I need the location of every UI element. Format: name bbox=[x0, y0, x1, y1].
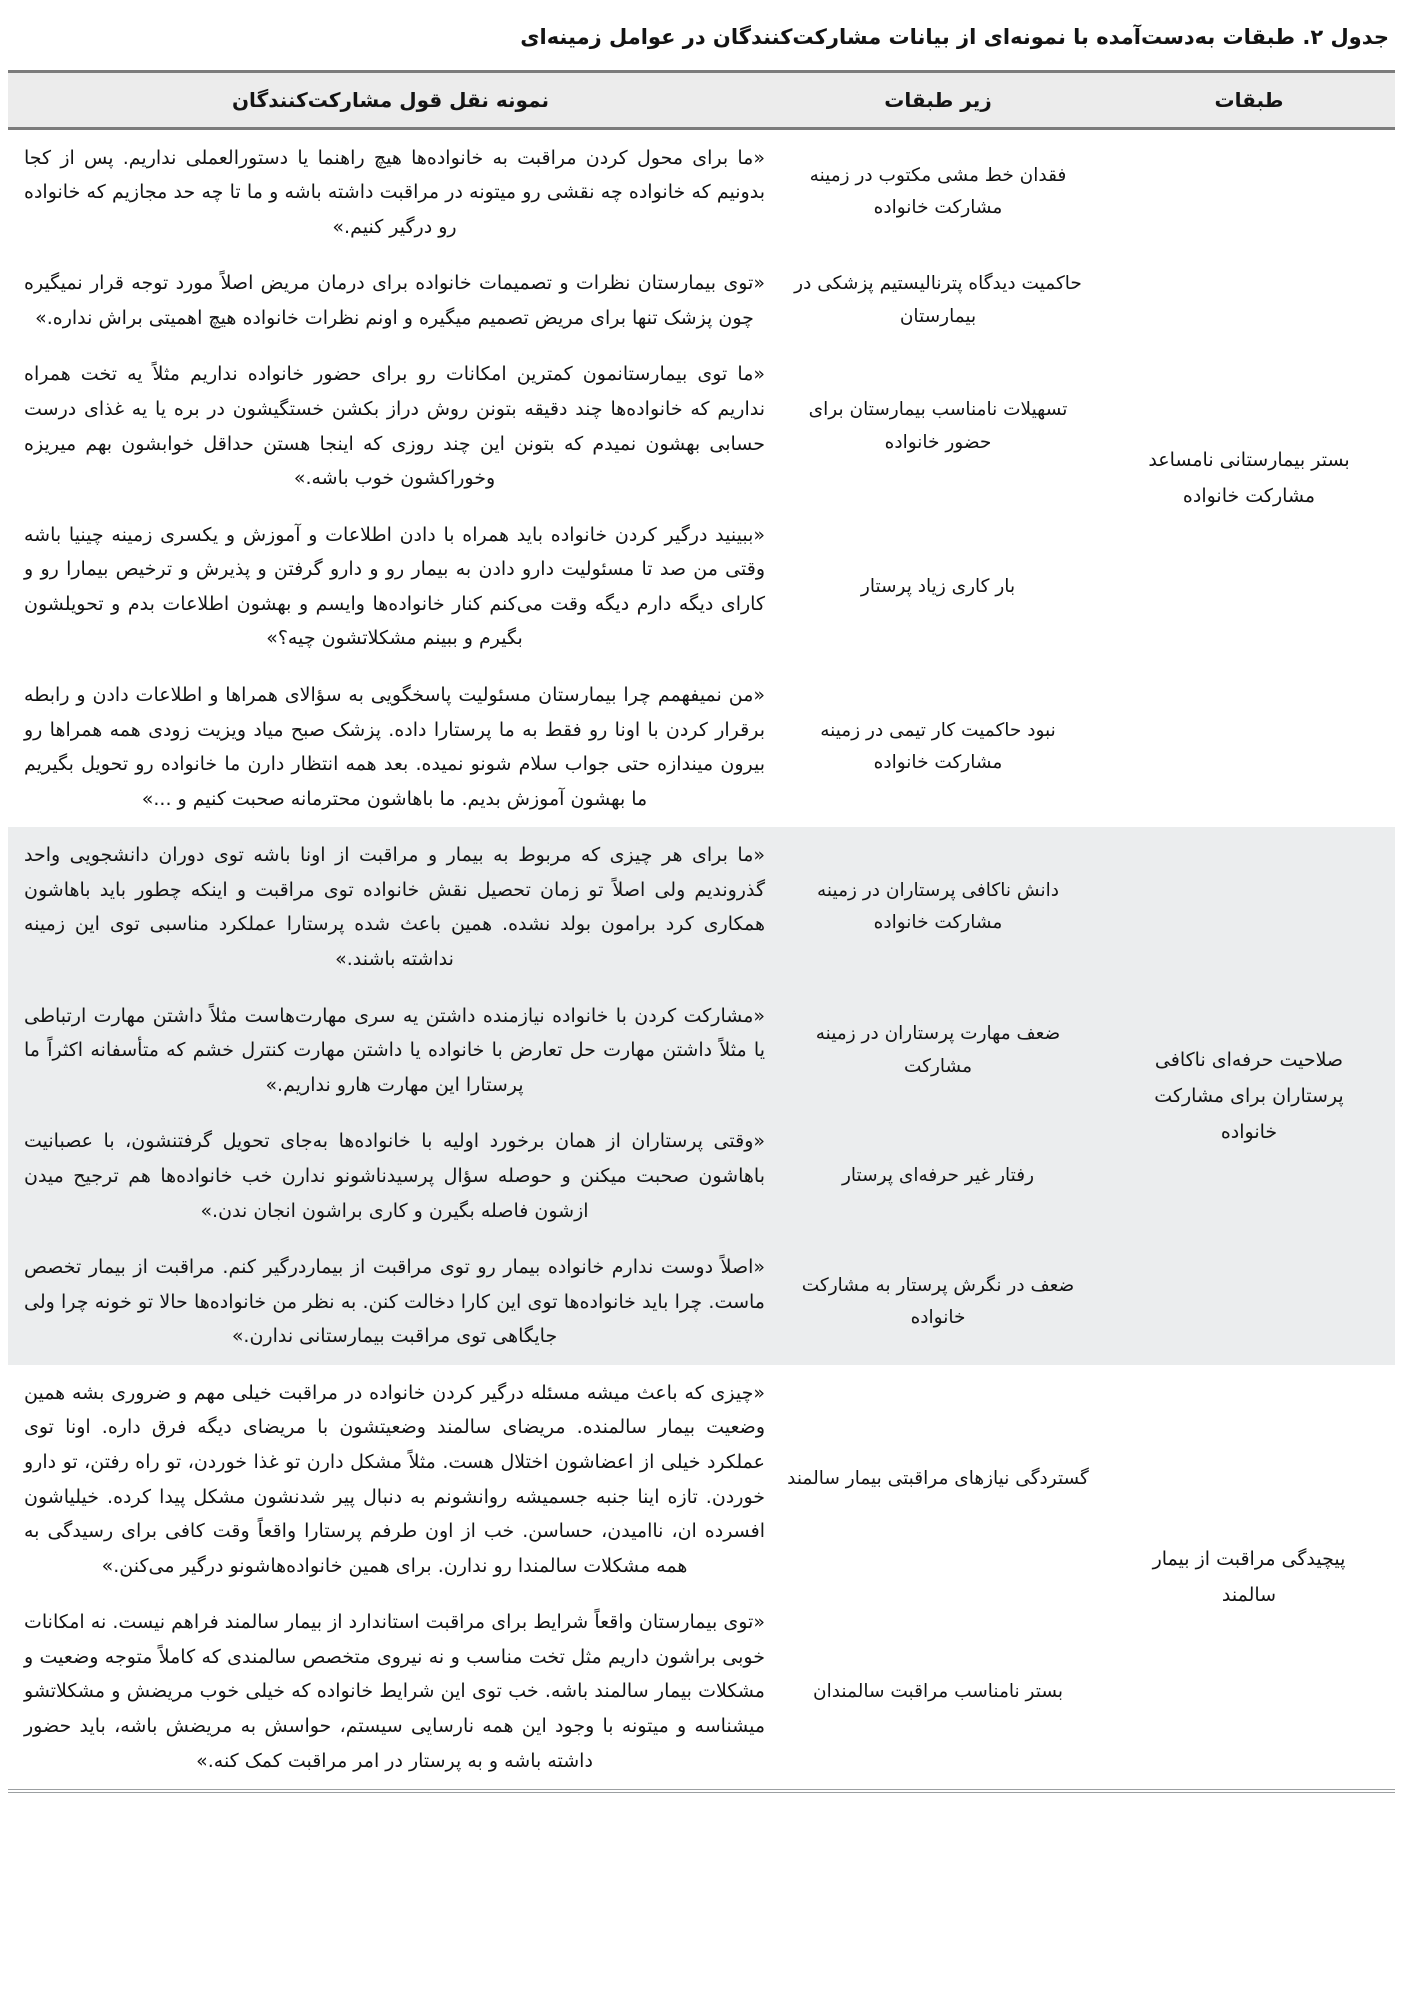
subcategory-cell: ضعف در نگرش پرستار به مشارکت خانواده bbox=[801, 1274, 1075, 1328]
quote-cell: «وقتی پرستاران از همان برخورد اولیه با خانواده‌ها به‌جای تحویل گرفتنشون، با عصبانیت باهاشون صحبت میکنن و حوصله سؤال پرسیدناشونو ندارن خب خانواده‌ها هم ترجیح میدن ازشون فاصله بگیرن و کاری براشون انجان ندن.» bbox=[24, 1130, 765, 1222]
category-group bbox=[8, 827, 1395, 1365]
table-row bbox=[8, 130, 1103, 256]
table-header-row bbox=[8, 73, 1395, 130]
table-row bbox=[8, 667, 1103, 827]
table-row bbox=[8, 1239, 1103, 1365]
subcategory-cell: ضعف مهارت پرستاران در زمینه مشارکت bbox=[815, 1023, 1061, 1077]
table-2 bbox=[8, 70, 1395, 1794]
quote-cell: «ببینید درگیر کردن خانواده باید همراه با دادن اطلاعات و آموزش و یکسری زمینه چینیا باشه وقتی من صد تا مسئولیت دارو دادن به بیمار رو و دارو گرفتن و پذیرش و ترخیص بیمارا رو و کارای دیگه دارم دیگه وقت می‌کنم کنار خانواده‌ها وایسم و بهشون اطلاعات بدم و تحویلشون بگیرم و ببینم مشکلاتشون چیه؟» bbox=[24, 523, 765, 650]
table-row bbox=[8, 1594, 1103, 1789]
quote-cell: «ما برای محول کردن مراقبت به خانواده‌ها هیچ راهنما یا دستورالعملی نداریم. پس از کجا بدونیم که خانواده چه نقشی رو میتونه در مراقبت داشته باشه و ما تا چه حد مجازیم که خانواده رو درگیر کنیم.» bbox=[24, 146, 765, 238]
subcategory-cell: دانش ناکافی پرستاران در زمینه مشارکت خانواده bbox=[817, 880, 1059, 934]
quote-cell: «اصلاً دوست ندارم خانواده بیمار رو توی مراقبت از بیماردرگیر کنم. مراقبت از بیمار تخصص ماست. چرا باید خانواده‌ها توی این کارا دخالت کنن. به نظر من خانواده‌ها حالا تو خونه چرا ولی جایگاهی توی مراقبت بیمارستانی ندارن.» bbox=[24, 1256, 765, 1348]
table-row bbox=[8, 827, 1103, 987]
group-rows bbox=[8, 1365, 1103, 1789]
quote-cell: «توی بیمارستان واقعاً شرایط برای مراقبت استاندارد از بیمار سالمند فراهم نیست. نه امکانات خوبی براشون داریم مثل تخت مناسب و نه نیروی متخصص سالمندی که کاملاً متوجه وضعیت و مشکلات بیمار سالمند باشه. خب توی این شرایط خانواده که خیلی خوب مریضش و مشکلاتشو میشناسه و میتونه با وجود این همه نارسایی سیستم، حواسش به مریضش باشه، باید حضور داشته باشه و به پرستار در امر مراقبت کمک کنه.» bbox=[24, 1611, 765, 1772]
subcategory-cell: بار کاری زیاد پرستار bbox=[860, 575, 1016, 597]
category-group bbox=[8, 1365, 1395, 1789]
table-row bbox=[8, 1365, 1103, 1594]
table-caption: جدول ۲. طبقات به‌دست‌آمده با نمونه‌ای از بیانات مشارکت‌کنندگان در عوامل زمینه‌ای bbox=[520, 25, 1389, 49]
header-categories: طبقات bbox=[1214, 87, 1284, 112]
category-cell: پیچیدگی مراقبت از بیمار سالمند bbox=[1152, 1547, 1346, 1607]
table-row bbox=[8, 255, 1103, 346]
quote-cell: «مشارکت کردن با خانواده نیازمنده داشتن یه سری مهارت‌هاست مثلاً داشتن مهارت ارتباطی یا مثلاً داشتن مهارت حل تعارض با خانواده یا داشتن مهارت کنترل خشم که متأسفانه اکثراً ما پرستارا این مهارت هارو نداریم.» bbox=[24, 1004, 765, 1096]
quote-cell: «چیزی که باعث میشه مسئله درگیر کردن خانواده در مراقبت خیلی مهم و ضروری بشه همین وضعیت بیمار سالمنده. مریضای سالمند وضعیتشون با مریضای دیگه فرق داره. اونا توی عملکرد خیلی از اعضاشون اختلال هست. مثلاً مشکل دارن تو غذا خوردن، تو راه رفتن، تو دارو خوردن. تازه اینا جنبه جسمیشه روانشونم به دنبال پیر شدنشون مشکل پیدا کرده. خیلیاشون افسرده ان، ناامیدن، حساسن. خب از اون طرفم پرستارا واقعاً وقت کافی برای رسیدگی به همه مشکلات سالمندا رو ندارن. برای همین خانواده‌هاشونو درگیر می‌کنن.» bbox=[24, 1381, 765, 1577]
category-cell: صلاحیت حرفه‌ای ناکافی پرستاران برای مشارکت خانواده bbox=[1154, 1048, 1344, 1144]
subcategory-cell: نبود حاکمیت کار تیمی در زمینه مشارکت خانواده bbox=[820, 719, 1056, 774]
subcategory-cell: تسهیلات نامناسب بیمارستان برای حضور خانواده bbox=[808, 399, 1068, 453]
table-body bbox=[8, 130, 1395, 1790]
header-subcategories: زیر طبقات bbox=[884, 87, 992, 112]
header-quotes: نمونه نقل قول مشارکت‌کنندگان bbox=[231, 87, 549, 112]
subcategory-cell: رفتار غیر حرفه‌ای پرستار bbox=[841, 1165, 1035, 1187]
subcategory-cell: حاکمیت دیدگاه پترنالیستیم پزشکی در بیمارستان bbox=[794, 273, 1082, 327]
subcategory-cell: فقدان خط مشی مکتوب در زمینه مشارکت خانواده bbox=[809, 164, 1067, 219]
quote-cell: «توی بیمارستان نظرات و تصمیمات خانواده برای درمان مریض اصلاً مورد توجه قرار نمیگیره چون پزشک تنها برای مریض تصمیم میگیره و اونم نظرات خانواده هیچ اهمیتی براش نداره.» bbox=[24, 272, 765, 329]
table-row bbox=[8, 346, 1103, 506]
quote-cell: «من نمیفهمم چرا بیمارستان مسئولیت پاسخگویی به سؤالای همراها و اطلاعات دادن و رابطه برقرار کردن با اونا رو فقط به ما پرستارا داده. پزشک صبح میاد ویزیت زودی همه همراها رو بیرون میندازه حتی جواب سلام شونو نمیده. بعد همه انتظار دارن ما خانواده رو تحویل بگیریم ما بهشون آموزش بدیم. ما باهاشون محترمانه صحبت کنیم و ...» bbox=[24, 684, 765, 810]
subcategory-cell: بستر نامناسب مراقبت سالمندان bbox=[813, 1680, 1064, 1702]
table-row bbox=[8, 1113, 1103, 1239]
table-row bbox=[8, 988, 1103, 1114]
category-cell: بستر بیمارستانی نامساعد مشارکت خانواده bbox=[1148, 449, 1350, 508]
table-row bbox=[8, 507, 1103, 667]
subcategory-cell: گستردگی نیازهای مراقبتی بیمار سالمند bbox=[787, 1468, 1089, 1490]
quote-cell: «ما برای هر چیزی که مربوط به بیمار و مراقبت از اونا باشه توی دوران دانشجویی واحد گذروندیم ولی اصلاً تو زمان تحصیل نقش خانواده توی مراقبت و اینکه چطور باید باهاشون همکاری کرد برامون بولد نشده. همین باعث شده پرستارا عملکرد مناسبی توی این زمینه نداشته باشند.» bbox=[24, 844, 765, 971]
group-rows bbox=[8, 827, 1103, 1365]
quote-cell: «ما توی بیمارستانمون کمترین امکانات رو برای حضور خانواده نداریم مثلاً یه تخت همراه نداریم که خانواده‌ها چند دقیقه بتونن روش دراز بکشن خستگیشون در بره یا یه غذای درست حسابی بهشون نمیدم که بتونن این چند روزی که اینجا هستن حداقل خوابشون بهم میریزه وخوراکشون خوب باشه.» bbox=[24, 363, 765, 490]
category-group bbox=[8, 130, 1395, 828]
group-rows bbox=[8, 130, 1103, 828]
